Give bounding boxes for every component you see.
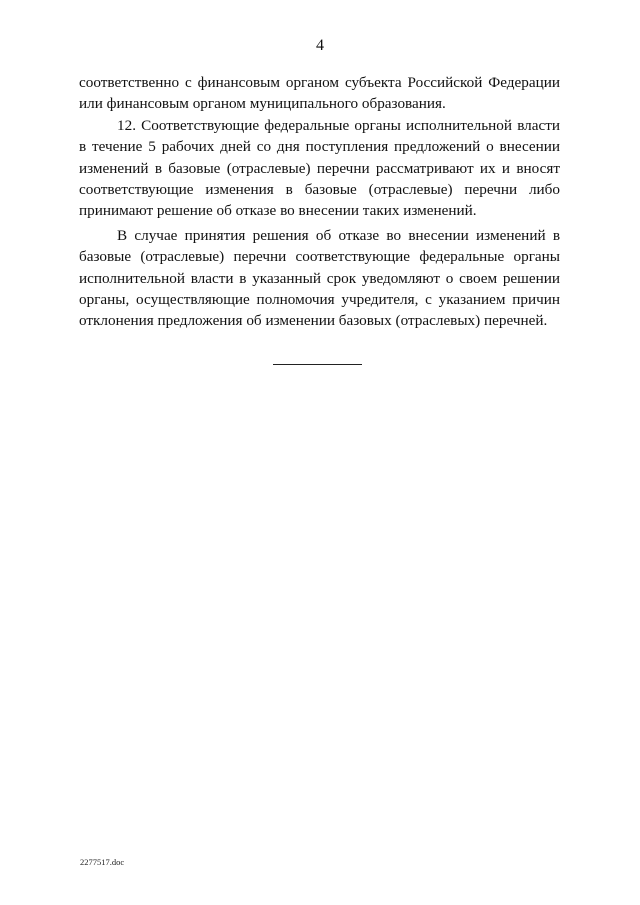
page-number: 4 [316, 37, 324, 54]
end-divider [273, 364, 362, 365]
footer-doc-id: 2277517.doc [80, 857, 125, 867]
document-body [79, 72, 560, 332]
paragraph-continuation: соответственно с финансовым органом субъекта Российской Федерации или финансовым органом муниципального образования. [79, 74, 560, 113]
paragraph-item-12: 12. Соответствующие федеральные органы исполнительной власти в течение 5 рабочих дней со дня поступления предложений о внесении изменений в базовые (отраслевые) перечни рассматривают их и вносят соответствующие изменения в базовые (отраслевые) перечни либо принимают решение об отказе во внесении таких изменений. [79, 116, 560, 220]
paragraph-refusal: В случае принятия решения об отказе во внесении изменений в базовые (отраслевые) перечни соответствующие федеральные органы исполнительной власти в указанный срок уведомляют о своем решении органы, осуществляющие полномочия учредителя, с указанием причин отклонения предложения об изменении базовых (отраслевых) перечней. [79, 226, 560, 330]
